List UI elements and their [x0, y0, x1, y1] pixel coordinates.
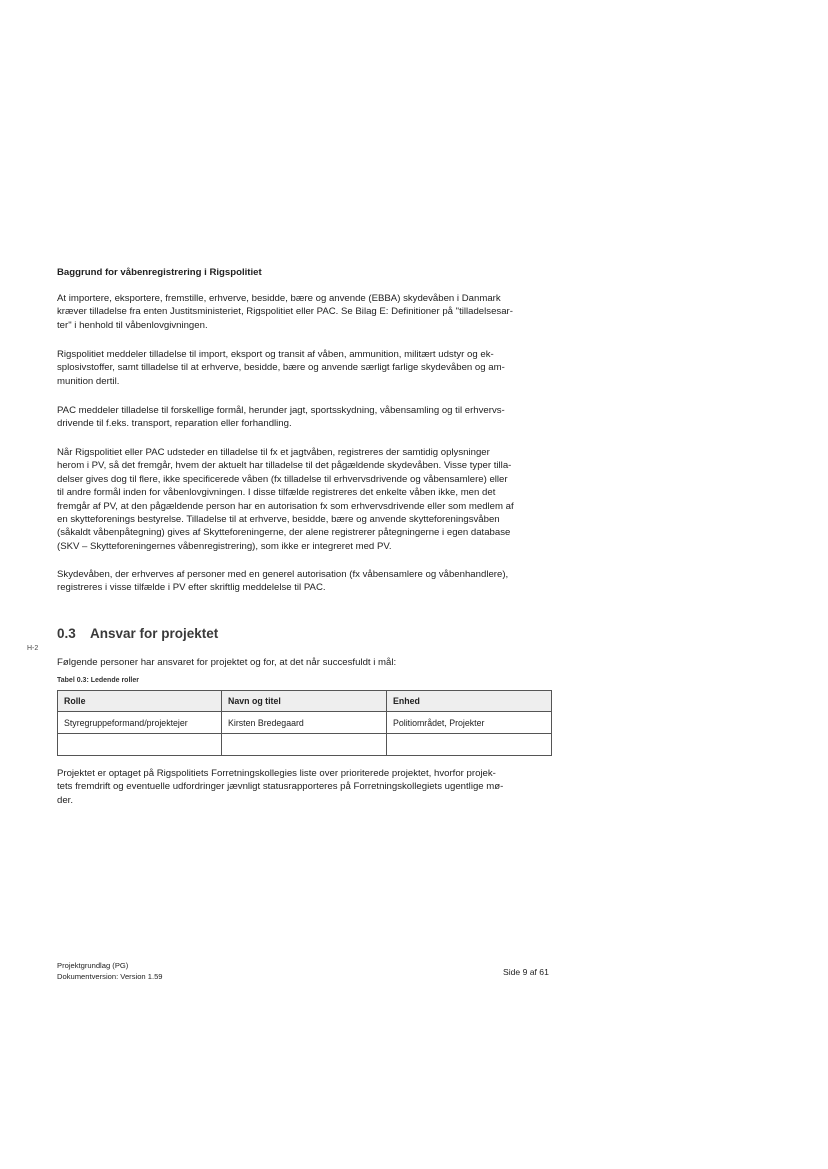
text-line: herom i PV, så det fremgår, hvem der aktuelt har tilladelse til det pågældende skydevåben. Visse typer tilla- [57, 460, 512, 472]
text-line: registreres i visse tilfælde i PV efter skriftlig meddelelse til PAC. [57, 582, 326, 594]
paragraph-registration [57, 446, 555, 553]
text-line: delser gives dog til flere, ikke specificerede våben (fx tilladelse til erhvervsdrivende og våbensamlere) eller [57, 473, 508, 485]
text-line: (såkaldt våbenpåtegning) gives af Skytteforeningerne, der alene registrerer påtegningerne i egen database [57, 527, 511, 539]
table-cell: Styregruppeformand/projektejer [58, 712, 222, 734]
text-line: kræver tilladelse fra enten Justitsministeriet, Rigspolitiet eller PAC. Se Bilag E: Definitioner på "tilladelsesar- [57, 306, 513, 318]
paragraph-pac [57, 404, 555, 431]
section-intro: Følgende personer har ansvaret for projektet og for, at det når succesfuldt i mål: [57, 657, 397, 668]
table-cell [58, 734, 222, 756]
text-line: der. [57, 794, 74, 806]
page-number: Side 9 af 61 [503, 967, 549, 977]
text-line: At importere, eksportere, fremstille, erhverve, besidde, bære og anvende (EBBA) skydevåben i Danmark [57, 293, 501, 304]
table-row [58, 734, 552, 756]
text-line: ter" i henhold til våbenlovgivningen. [57, 319, 208, 331]
table-cell: Politiområdet, Projekter [387, 712, 552, 734]
column-header-navn: Navn og titel [222, 691, 387, 712]
text-line: Rigspolitiet meddeler tilladelse til import, eksport og transit af våben, ammunition, militært udstyr og ek- [57, 349, 494, 360]
text-line: drivende til f.eks. transport, reparation eller forhandling. [57, 418, 292, 430]
table-row [58, 712, 552, 734]
paragraph-project-priority [57, 767, 555, 807]
text-line: en skytteforenings bestyrelse. Tilladelse til at erhverve, besidde, bære og anvende skytteforeningsvåben [57, 514, 500, 526]
text-line: Når Rigspolitiet eller PAC udsteder en tilladelse til fx et jagtvåben, registreres der samtidig oplysninger [57, 447, 490, 458]
text-line: til andre formål inden for våbenlovgivningen. I disse tilfælde registreres det enkelte våben ikke, men det [57, 487, 496, 499]
subsection-heading: Baggrund for våbenregistrering i Rigspolitiet [57, 267, 262, 278]
text-line: Skydevåben, der erhverves af personer med en generel autorisation (fx våbensamlere og våbenhandlere), [57, 569, 509, 580]
text-line: tets fremdrift og eventuelle udfordringer jævnligt statusrapporteres på Forretningskollegiets ugentlige mø- [57, 781, 504, 793]
table-caption: Tabel 0.3: Ledende roller [57, 677, 139, 684]
text-line: munition dertil. [57, 375, 120, 387]
column-header-rolle: Rolle [58, 691, 222, 712]
text-line: splosivstoffer, samt tilladelse til at erhverve, besidde, bære og anvende særligt farlige skydevåben og am- [57, 362, 505, 374]
paragraph-ebba [57, 292, 555, 332]
footer-title: Projektgrundlag (PG) [57, 961, 129, 970]
table-cell: Kirsten Bredegaard [222, 712, 387, 734]
section-title: Ansvar for projektet [90, 626, 219, 641]
text-line: (SKV – Skytteforeningernes våbenregistrering), som ikke er integreret med PV. [57, 540, 392, 552]
paragraph-general-authorisation [57, 568, 555, 595]
column-header-enhed: Enhed [387, 691, 552, 712]
text-line: fremgår af PV, at den pågældende person har en autorisation fx som erhvervsdrivende eller som medlem af [57, 500, 514, 512]
footer-version: Dokumentversion: Version 1.59 [57, 972, 163, 981]
table-cell [387, 734, 552, 756]
text-line: PAC meddeler tilladelse til forskellige formål, herunder jagt, sportsskydning, våbensamling og til erhvervs- [57, 405, 505, 416]
section-heading [57, 626, 218, 641]
footer-document-info [57, 960, 163, 982]
roles-table [57, 690, 552, 756]
paragraph-rigspolitiet [57, 348, 555, 388]
table-cell [222, 734, 387, 756]
margin-mark: H-2 [27, 645, 39, 652]
text-line: Projektet er optaget på Rigspolitiets Forretningskollegies liste over prioriterede projektet, hvorfor projek- [57, 768, 496, 779]
table-header-row [58, 691, 552, 712]
section-number: 0.3 [57, 626, 76, 641]
